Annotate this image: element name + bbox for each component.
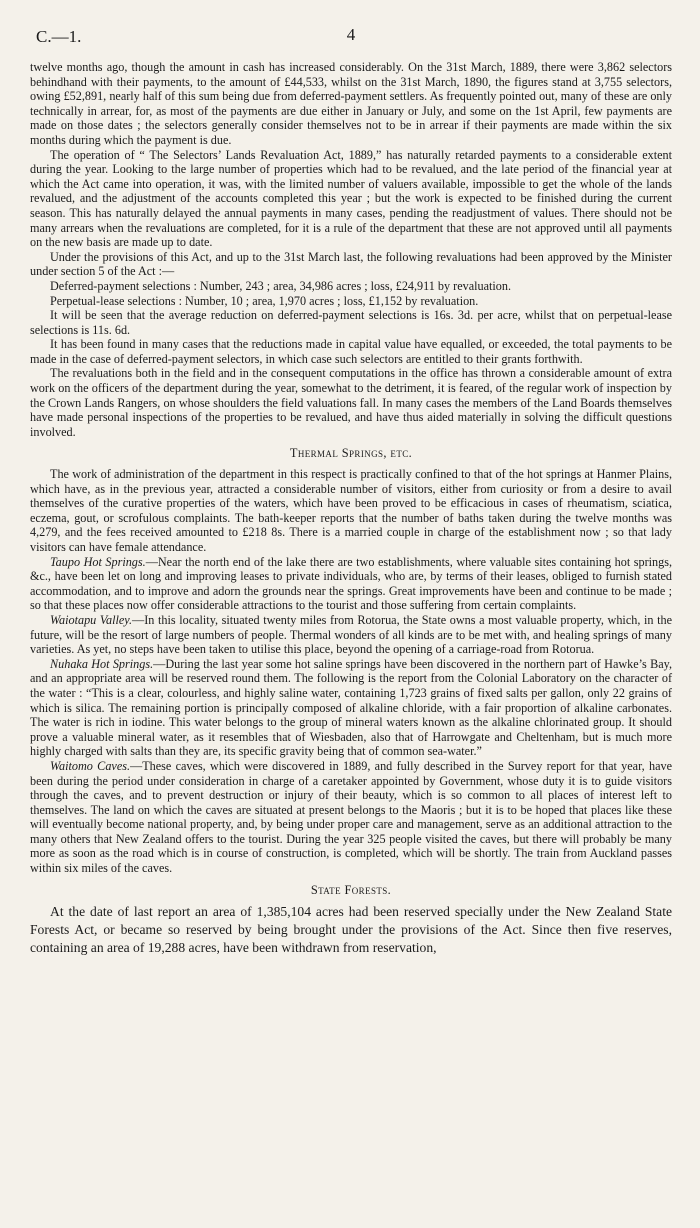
paragraph-waiotapu <box>30 613 672 657</box>
document-reference: C.—1. <box>36 27 82 46</box>
taupo-title: Taupo Hot Springs. <box>50 554 146 569</box>
waitomo-text: —These caves, which were discovered in 1889, and fully described in the Survey report for that year, have been during the period under consideration in charge of a caretaker appointed by Government, whose duty it is to guide visitors through the caves, and to prevent destruction or injury of their beauty, which is so common to all places of interest left to themselves. The land on which the caves are situated at present belongs to the Maoris ; but it is to be hoped that places like these will eventually become national property, and, by being under proper care and management, serve as an additional attraction to the many others that New Zealand offers to the tourist. During the year 325 people visited the caves, but there will probably be many more as soon as the road which is in course of construction, is completed, which will be shortly. The train from Auckland passes within six miles of the caves. <box>30 758 673 876</box>
paragraph-revaluation-act: The operation of “ The Selectors’ Lands Revaluation Act, 1889,” has naturally retarded payments to a considerable extent during the year. Looking to the large number of properties which had to be revalued, and the late period of the financial year at which the Act came into operation, it was, with the limited number of valuers available, impossible to get the whole of the lands revalued, and the adjustment of the accounts completed this year ; but the work is expected to be finished during the current season. This has naturally delayed the annual payments in many cases, pending the readjustment of values. There should not be many arrears when the revaluations are completed, for it is a rule of the department that these are not approved until all payments on the new basis are made up to date. <box>30 147 672 250</box>
paragraph-extra-work: The revaluations both in the field and in the consequent computations in the office has thrown a considerable amount of extra work on the officers of the department during the year, somewhat to the detriment, it is feared, of the regular work of inspection by the Crown Lands Rangers, on whose shoulders the field valuations fall. In many cases the members of the Land Boards themselves have made personal inspections of the properties to be revalued, and have thus aided materially in solving the difficult questions involved. <box>30 366 672 439</box>
paragraph-state-forests: At the date of last report an area of 1,385,104 acres had been reserved specially under the New Zealand State Forests Act, or became so reserved by being brought under the provisions of the Act. Since then five reserves, containing an area of 19,288 acres, have been withdrawn from reservation, <box>30 904 672 956</box>
paragraph-revaluations-approved: Under the provisions of this Act, and up to the 31st March last, the following revaluations had been approved by the Minister under section 5 of the Act :— <box>30 249 672 279</box>
nuhaka-text: —During the last year some hot saline springs have been discovered in the northern part of Hawke’s Bay, and an appropriate area will be reserved round them. The following is the report from the Colonial Laboratory on the character of the water : “This is a clear, colourless, and highly saline water, containing 1,723 grains of fixed salts per gallon, only 22 grains of which is silica. The remaining portion is principally composed of alkaline chloride, with a fair proportion of alkaline carbonates. The water is rich in iodine. This water belongs to the group of mineral waters known as the alkaline chlorinated group. It should prove a valuable mineral water, as it resembles that of Wiesbaden, also that of Harrowgate and Cheltenham, but is much more highly charged with salts than they are, its specific gravity being that of common sea-water.” <box>30 656 672 759</box>
paragraph-hanmer-springs: The work of administration of the department in this respect is practically confined to that of the hot springs at Hanmer Plains, which have, as in the previous year, attracted a considerable number of visitors, either from curiosity or from a desire to avail themselves of the curative properties of the waters, which have been proved to be efficacious in cases of rheumatism, sciatica, eczema, gout, or scrofulous complaints. The bath-keeper reports that the number of baths taken during the twelve months was 4,279, and the fees received amounted to £218 8s. There is a married couple in charge of the establishment now ; so that lady visitors can have female attendance. <box>30 467 672 554</box>
page-number: 4 <box>346 25 356 44</box>
taupo-text: —Near the north end of the lake there are two establishments, where valuable sites containing hot springs, &c., have been let on long and improving leases to private individuals, who are, by terms of their leases, obliged to furnish stated accommodation, and to improve and adorn the grounds near the springs. Great improvements have been and continue to be made ; so that these places now offer considerable attractions to the tourist and those suffering from certain complaints. <box>30 554 672 613</box>
section-heading-thermal-springs: Thermal Springs, etc. <box>289 446 413 461</box>
perpetual-lease-line: Perpetual-lease selections : Number, 10 ; area, 1,970 acres ; loss, £1,152 by revaluation. <box>50 293 479 308</box>
page-header <box>30 26 672 60</box>
paragraph-waitomo <box>30 759 672 876</box>
waiotapu-text: —In this locality, situated twenty miles from Rotorua, the State owns a most valuable property, which, in the future, will be the resort of large numbers of people. Thermal wonders of all kinds are to be met with, and healing springs of many varieties. As yet, no steps have been taken to utilise this place, beyond the opening of a carriage-road from Rotorua. <box>30 612 672 657</box>
paragraph-taupo <box>30 555 672 613</box>
waiotapu-title: Waiotapu Valley. <box>50 612 133 627</box>
paragraph-average-reduction: It will be seen that the average reduction on deferred-payment selections is 16s. 3d. per acre, whilst that on perpetual-lease selections is 11s. 6d. <box>30 308 672 337</box>
paragraph-nuhaka <box>30 657 672 759</box>
deferred-payment-line: Deferred-payment selections : Number, 243 ; area, 34,986 acres ; loss, £24,911 by revaluation. <box>50 278 512 293</box>
section-heading-state-forests: State Forests. <box>310 882 392 897</box>
waitomo-title: Waitomo Caves. <box>50 758 131 773</box>
paragraph-arrears: twelve months ago, though the amount in cash has increased considerably. On the 31st March, 1889, there were 3,862 selectors behindhand with their payments, to the amount of £44,533, whilst on the 31st March, 1890, the figures stand at 3,755 selectors, owing £52,891, nearly half of this sum being due from deferred-payment settlers. As frequently pointed out, many of these are only technically in arrear, for, as most of the payments are due either in January or July, and some on the 1st April, few payments are made on those dates ; the selectors generally consider themselves not to be in arrear if their payments are made within the six months during which the payment is due. <box>30 60 672 147</box>
nuhaka-title: Nuhaka Hot Springs. <box>50 656 154 671</box>
paragraph-capital-reductions: It has been found in many cases that the reductions made in capital value have equalled, or exceeded, the total payments to be made in the case of deferred-payment selectors, in which case such selectors are entitled to their grants forthwith. <box>30 337 672 366</box>
